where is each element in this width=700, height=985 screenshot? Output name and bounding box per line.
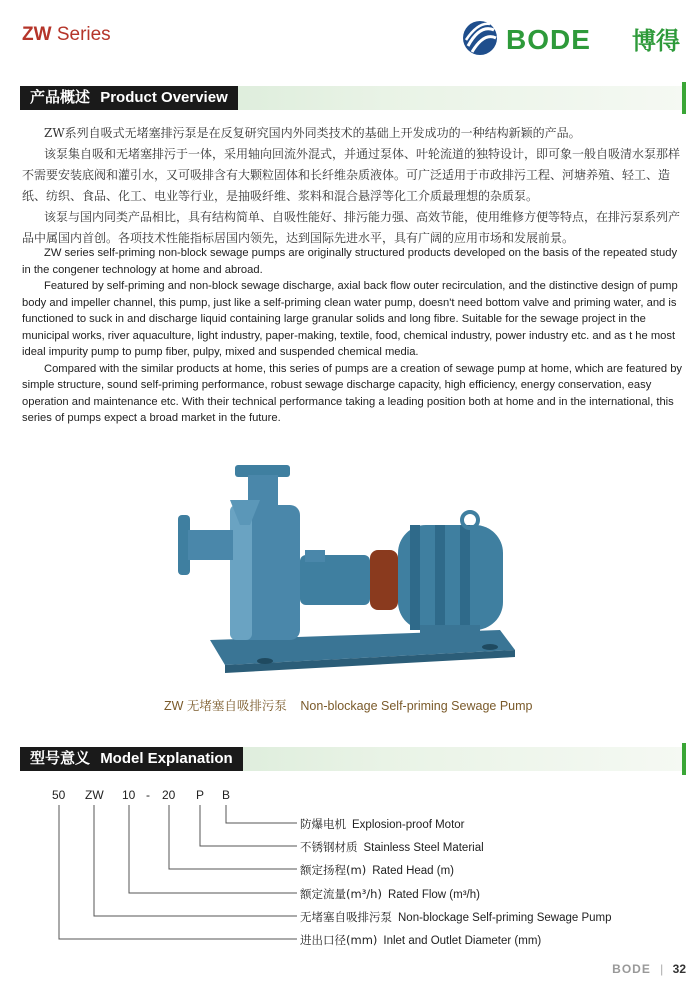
model-item: 不锈钢材质 Stainless Steel Material xyxy=(300,840,484,854)
model-item: 额定扬程(m) Rated Head (m) xyxy=(300,863,454,877)
zh-paragraph: 该泵与国内同类产品相比，具有结构简单、自吸性能好、排污能力强、高效节能，使用维修方便等特点，在排污泵系列产品中属国内首创。各项技术性能指标居国内领先，达到国际先进水平，具有广阔的应用市场和发展前景。 xyxy=(22,210,681,245)
model-title-en: Model Explanation xyxy=(100,750,233,767)
overview-title-zh: 产品概述 xyxy=(30,89,91,106)
caption-zh: ZW 无堵塞自吸排污泵 xyxy=(164,699,287,713)
series-code: ZW xyxy=(22,24,52,45)
section-accent xyxy=(682,82,686,114)
model-section-label xyxy=(20,747,243,771)
page-number: 32 xyxy=(672,962,686,976)
model-section-bar xyxy=(20,747,684,771)
brand-chinese: 博得 xyxy=(632,27,680,55)
model-item: 额定流量(m³/h) Rated Flow (m³/h) xyxy=(300,887,480,901)
series-title xyxy=(22,24,111,46)
page-footer xyxy=(612,962,686,976)
globe-icon xyxy=(463,21,497,55)
model-item: 无堵塞自吸排污泵 Non-blockage Self-priming Sewage Pump xyxy=(300,910,612,924)
pump-caption xyxy=(164,696,542,714)
code-part-motor: B xyxy=(222,788,231,802)
en-paragraph: Compared with the similar products at home, this series of pumps are a creation of sewage pump at home, which are featured by simple structure, sound self-priming performance, robust sewage discharge capacity, high efficiency, energy conservation, easy operation and maintenance etc. With their technical performance taking a leading position both at home and in the international, this series of pumps expect a broad market in the future. xyxy=(22,362,683,424)
brand-latin: BODE xyxy=(506,24,591,55)
pump-image xyxy=(170,455,530,685)
section-accent xyxy=(682,743,686,775)
series-word: Series xyxy=(56,24,111,45)
en-paragraph: Featured by self-priming and non-block sewage discharge, axial back flow outer recirculation, and the distinctive design of pump body and impeller channel, this pump, just like a self-priming clean water pump, doesn't need bottom valve and priming water, and is functioned to suck in and discharge liquid containing large granular solids and long fibre. Suitable for the sewage project in the municipal works, river aquaculture, light industry, paper-making, textile, food, chemical industry, power industry etc. and as t he most ideal impurity pump to pump fiber, pulpy, mixed and suspended chemical media. xyxy=(22,280,678,358)
model-item: 防爆电机 Explosion-proof Motor xyxy=(300,817,465,831)
code-part-material: P xyxy=(196,788,205,802)
en-paragraph: ZW series self-priming non-block sewage pumps are originally structured products developed on the basis of the repeated study in the congener technology at home and abroad. xyxy=(22,247,678,276)
code-part-series: ZW xyxy=(85,788,104,802)
model-item: 进出口径(mm) Inlet and Outlet Diameter (mm) xyxy=(300,933,542,947)
zh-paragraph: ZW系列自吸式无堵塞排污泵是在反复研究国内外同类技术的基础上开发成功的一种结构新颖的产品。 xyxy=(44,126,581,140)
code-part-size: 50 xyxy=(52,788,66,802)
overview-zh-text xyxy=(22,123,686,249)
footer-separator: | xyxy=(660,962,664,976)
bode-logo xyxy=(460,18,690,58)
code-part-head: 20 xyxy=(162,788,176,802)
footer-brand: BODE xyxy=(612,962,651,976)
overview-en-text xyxy=(22,245,688,427)
overview-section-bar xyxy=(20,86,684,110)
overview-title-en: Product Overview xyxy=(100,89,228,106)
overview-section-label xyxy=(20,86,238,110)
zh-paragraph: 该泵集自吸和无堵塞排污于一体，采用轴向回流外混式，并通过泵体、叶轮流道的独特设计，即可象一般自吸清水泵那样不需要安装底阀和灌引水，又可吸排含有大颗粒固体和长纤维杂质液体。可广泛适用于市政排污工程、河塘养殖、轻工、造纸、纺织、食品、化工、电业等行业，是抽吸纤维、浆料和混合悬浮等化工介质最理想的杂质泵。 xyxy=(22,147,681,203)
model-title-zh: 型号意义 xyxy=(30,750,91,767)
caption-en: Non-blockage Self-priming Sewage Pump xyxy=(300,699,533,713)
code-part-dash: - xyxy=(146,788,150,802)
code-part-flow: 10 xyxy=(122,788,136,802)
